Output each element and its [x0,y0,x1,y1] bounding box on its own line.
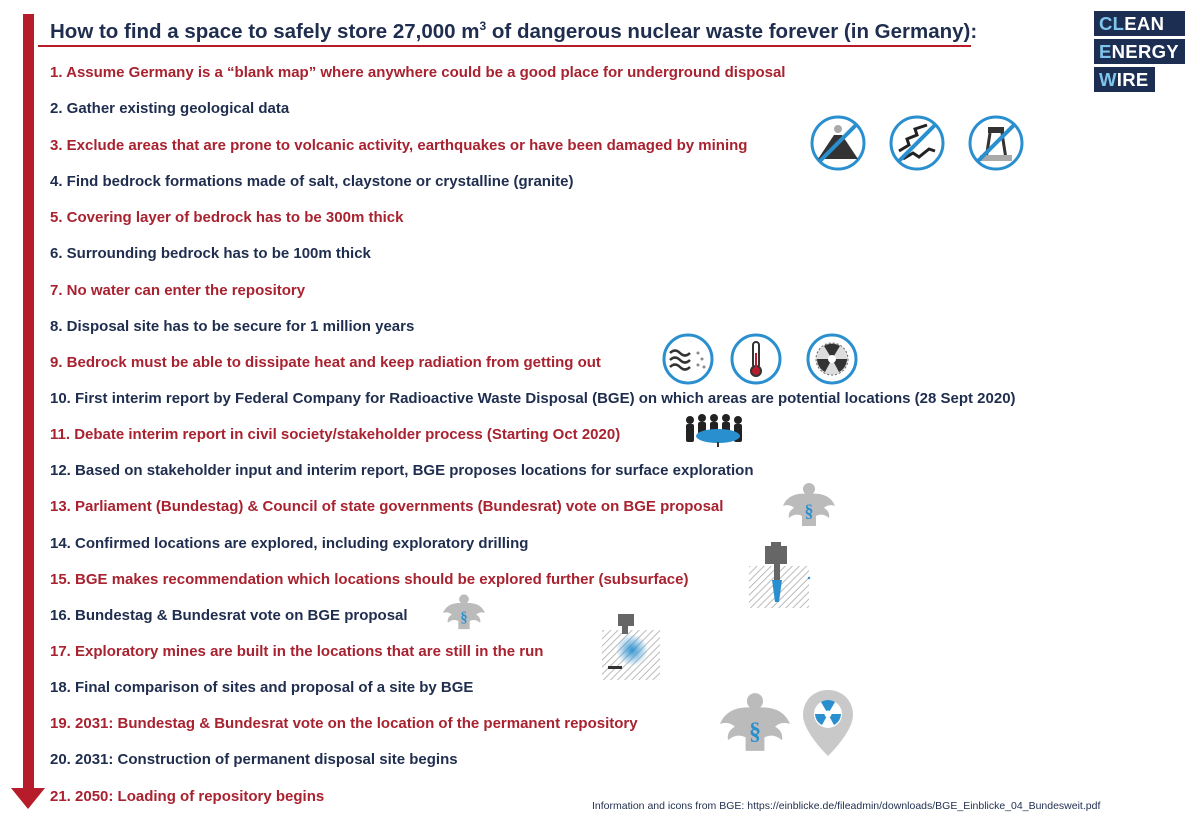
title-prefix: How to find a space to safely store 27,000 m [50,19,480,43]
step-21: 21. 2050: Loading of repository begins [50,788,325,805]
step-6: 6. Surrounding bedrock has to be 100m thick [50,245,371,262]
step-13: 13. Parliament (Bundestag) & Council of state governments (Bundesrat) vote on BGE proposal [50,498,724,515]
federal-eagle-icon [716,688,794,760]
svg-text:§: § [460,609,468,626]
step-8: 8. Disposal site has to be secure for 1 million years [50,318,415,335]
step-17: 17. Exploratory mines are built in the locations that are still in the run [50,643,544,660]
earthquake-excluded-icon [889,115,945,171]
step-4: 4. Find bedrock formations made of salt, claystone or crystalline (granite) [50,173,574,190]
title-suffix: of dangerous nuclear waste forever (in Germany): [486,19,978,43]
step-12: 12. Based on stakeholder input and interim report, BGE proposes locations for surface exploration [50,462,754,479]
exploratory-drilling-icon [747,540,813,610]
exploratory-mine-icon [600,612,662,682]
clean-energy-wire-logo [1094,11,1185,95]
step-15: 15. BGE makes recommendation which locations should be explored further (subsurface) [50,571,689,588]
svg-text:§: § [748,717,762,745]
title-superscript: 3 [479,19,487,33]
step-5: 5. Covering layer of bedrock has to be 300m thick [50,209,404,226]
title-underline [38,45,971,47]
stakeholder-meeting-icon [682,412,754,448]
step-2: 2. Gather existing geological data [50,100,290,117]
volcano-excluded-icon [810,115,866,171]
step-14: 14. Confirmed locations are explored, including exploratory drilling [50,535,529,552]
federal-eagle-icon [440,592,488,634]
step-9: 9. Bedrock must be able to dissipate heat and keep radiation from getting out [50,354,601,371]
logo-line-wire: WIRE [1094,67,1155,92]
step-20: 20. 2031: Construction of permanent disposal site begins [50,751,458,768]
federal-eagle-icon [780,480,838,532]
repository-location-pin-icon [800,688,856,758]
step-19: 19. 2031: Bundestag & Bundesrat vote on the location of the permanent repository [50,715,638,732]
source-note: Information and icons from BGE: https://einblicke.de/fileadmin/downloads/BGE_Einblicke_04_Bundesweit.pdf [592,800,1101,812]
radiation-containment-icon [806,333,858,385]
logo-line-clean: CLEAN [1094,11,1185,36]
step-10: 10. First interim report by Federal Company for Radioactive Waste Disposal (BGE) on which areas are potential locations (28 Sept 2020) [50,390,1016,407]
timeline-arrow-head [11,788,45,809]
svg-text:§: § [804,501,814,521]
heat-dissipation-icon [662,333,714,385]
logo-line-energy: ENERGY [1094,39,1185,64]
step-7: 7. No water can enter the repository [50,282,306,299]
timeline-arrow-shaft [23,14,34,792]
step-16: 16. Bundestag & Bundesrat vote on BGE proposal [50,607,408,624]
step-11: 11. Debate interim report in civil society/stakeholder process (Starting Oct 2020) [50,426,621,443]
mining-excluded-icon [968,115,1024,171]
step-3: 3. Exclude areas that are prone to volcanic activity, earthquakes or have been damaged by mining [50,137,748,154]
step-1: 1. Assume Germany is a “blank map” where anywhere could be a good place for underground disposal [50,64,786,81]
step-18: 18. Final comparison of sites and proposal of a site by BGE [50,679,474,696]
page-title [50,19,977,44]
thermometer-icon [730,333,782,385]
